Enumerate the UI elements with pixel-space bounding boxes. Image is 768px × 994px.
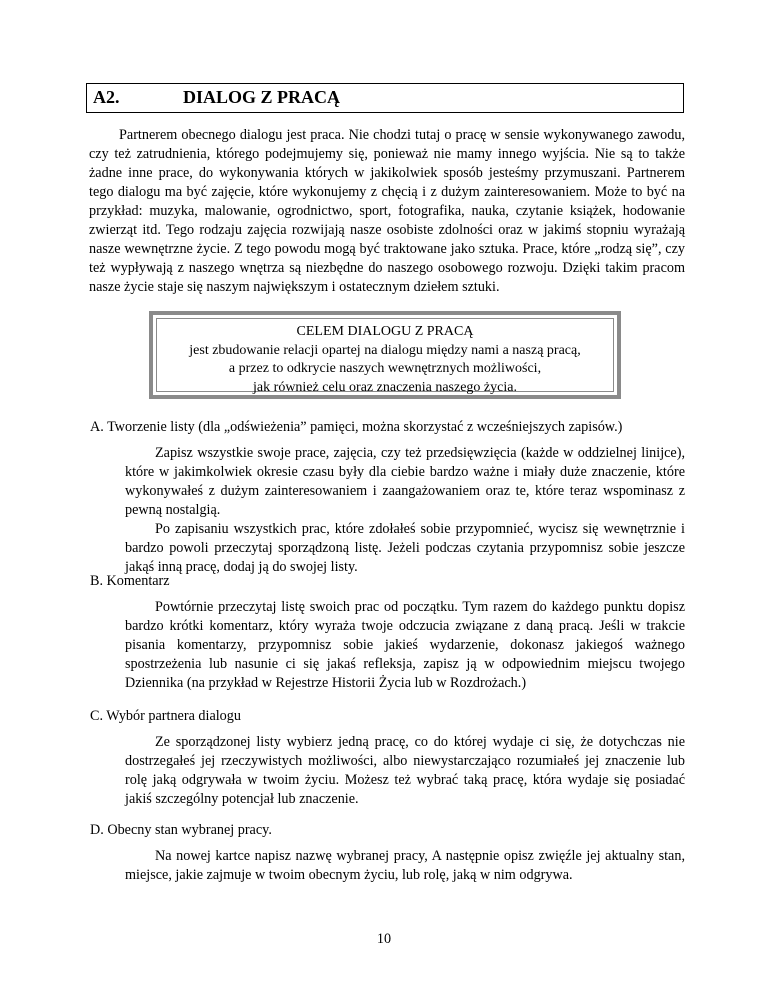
section-d-paragraph: Na nowej kartce napisz nazwę wybranej pracy, A następnie opisz zwięźle jej aktualny stan, miejsce, jakie zajmuje w twoim obecnym życiu, lub rolę, jaką w nim odgrywa. xyxy=(125,848,685,883)
section-code: A2. xyxy=(93,87,120,107)
section-title-box xyxy=(86,83,684,113)
callout-line: jest zbudowanie relacji opartej na dialogu między nami a naszą pracą, xyxy=(189,342,581,358)
section-a-paragraph: Zapisz wszystkie swoje prace, zajęcia, czy też przedsięwzięcia (każde w oddzielnej linijce), które w jakimkolwiek okresie czasu były dla ciebie bardzo ważne i miały duże znaczenie, które wykonywałeś z dużym zainteresowaniem i zaangażowaniem oraz te, które teraz wspominasz z pewną nostalgią. xyxy=(125,445,685,518)
section-b-paragraph: Powtórnie przeczytaj listę swoich prac od początku. Tym razem do każdego punktu dopisz bardzo krótki komentarz, który wyraża twoje odczucia związane z daną pracą. Jeśli w trakcie pisania komentarzy, przypomnisz sobie jakieś wydarzenie, dokonasz jakiegoś ważnego spostrzeżenia lub nasunie ci się jakaś refleksja, zapisz ją w odpowiednim miejscu twojego Dziennika (na przykład w Rejestrze Historii Życia lub w Rozdrożach.) xyxy=(125,599,685,691)
section-a-heading: A. Tworzenie listy (dla „odświeżenia” pamięci, można skorzystać z wcześniejszych zapisów.) xyxy=(90,419,623,435)
section-d-heading: D. Obecny stan wybranej pracy. xyxy=(90,822,272,838)
section-title: DIALOG Z PRACĄ xyxy=(183,87,341,107)
section-c-paragraph: Ze sporządzonej listy wybierz jedną pracę, co do której wydaje ci się, że dotychczas nie dostrzegałeś jej rzeczywistych możliwości, albo niewystarczająco rozumiałeś jej znaczenie lub rolę jaką odgrywała w twoim życiu. Możesz też wybrać taką pracę, która wydaje się posiadać jakiś szczególny potencjał lub znaczenie. xyxy=(125,734,685,807)
goal-callout xyxy=(149,311,621,399)
callout-line: a przez to odkrycie naszych wewnętrznych możliwości, xyxy=(228,361,542,376)
intro-paragraph: Partnerem obecnego dialogu jest praca. Nie chodzi tutaj o pracę w sensie wykonywanego zawodu, czy też zatrudnienia, którego podejmujemy się, ponieważ nie mamy innego wyjścia. Nie są to także żadne inne prace, do wykonywania których w jakikolwiek sposób jesteśmy przymuszani. Partnerem tego dialogu ma być zajęcie, które wykonujemy z chęcią i z dużym zainteresowaniem. Może to być na przykład: muzyka, malowanie, ogrodnictwo, sport, fotografika, nauka, czytanie książek, hodowanie zwierząt itd. Tego rodzaju zajęcia rozwijają nasze osobiste zdolności oraz w jakimś stopniu wyrażają nasze wewnętrzne życie. Z tego powodu mogą być traktowane jako sztuka. Prace, które „rodzą się”, czy też wypływają z naszego wnętrza są niezbędne do naszego osobowego rozwoju. Dzięki takim pracom nasze życie staje się naszym największym i ostatecznym dziełem sztuki. xyxy=(89,127,685,295)
callout-heading: CELEM DIALOGU Z PRACĄ xyxy=(296,324,474,339)
section-a-paragraph: Po zapisaniu wszystkich prac, które zdołałeś sobie przypomnieć, wycisz się wewnętrznie i bardzo powoli przeczytaj sporządzoną listę. Jeżeli podczas czytania przypomnisz sobie jeszcze jakąś inną pracę, dodaj ją do swojej listy. xyxy=(125,521,685,575)
callout-line: jak również celu oraz znaczenia naszego życia. xyxy=(253,379,517,395)
section-c-heading: C. Wybór partnera dialogu xyxy=(90,708,241,724)
page-number: 10 xyxy=(376,931,392,947)
section-b-heading: B. Komentarz xyxy=(90,573,170,589)
goal-callout-inner xyxy=(156,318,614,395)
